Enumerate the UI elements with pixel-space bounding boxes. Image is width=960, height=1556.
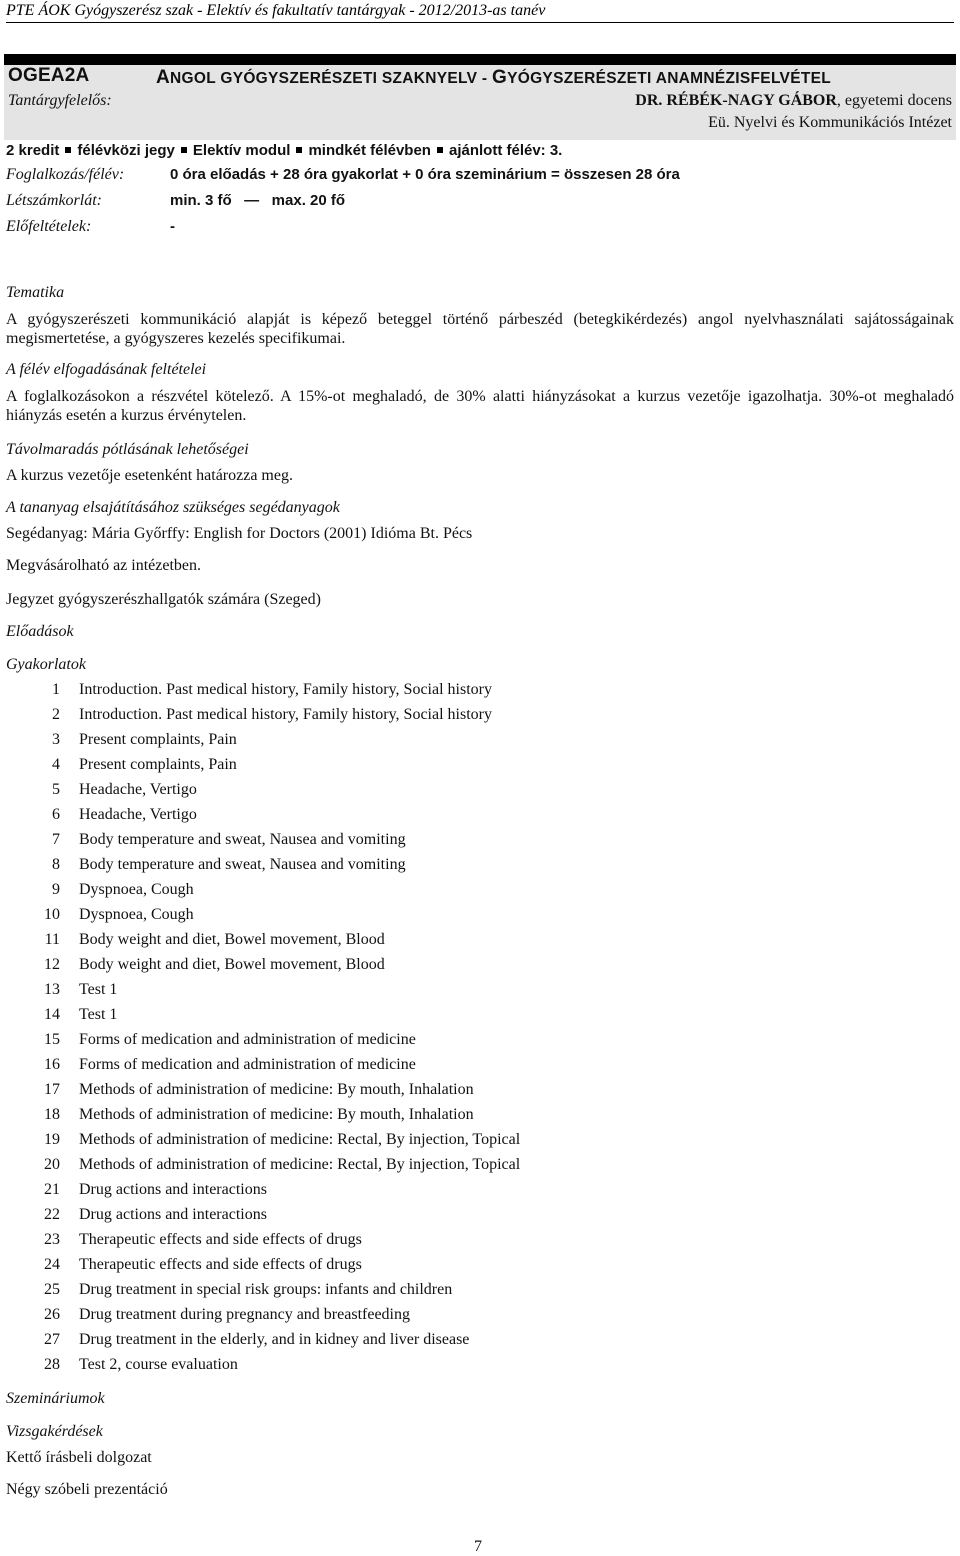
credit-item: ajánlott félév: 3. bbox=[448, 142, 563, 159]
prereq-label: Előfeltételek: bbox=[6, 218, 92, 235]
tematika-text: A gyógyszerészeti kommunikáció alapját is képező beteggel történő párbeszéd (betegkikérdezés) angol nyelvhasználati sajátosságainak megismertetése, a gyógyszeres kezelés specifikumai. bbox=[6, 311, 954, 347]
header-rule bbox=[6, 22, 954, 23]
institute: Eü. Nyelvi és Kommunikációs Intézet bbox=[708, 114, 952, 131]
practice-topic: Drug treatment in special risk groups: infants and children bbox=[79, 1281, 453, 1298]
practice-topic: Test 1 bbox=[79, 981, 118, 998]
exams-line: Kettő írásbeli dolgozat bbox=[6, 1449, 152, 1466]
practice-row bbox=[6, 1281, 706, 1306]
practice-row bbox=[6, 1331, 706, 1356]
practice-number: 8 bbox=[52, 856, 60, 873]
practice-row bbox=[6, 1081, 706, 1106]
practice-row bbox=[6, 1206, 706, 1231]
prereq-value: - bbox=[170, 218, 175, 235]
course-title-part2: YÓGYSZERÉSZETI ANAMNÉZISFELVÉTEL bbox=[507, 70, 832, 87]
bullet-square-icon bbox=[296, 147, 302, 153]
info-occupation bbox=[6, 166, 680, 184]
practice-number: 9 bbox=[52, 881, 60, 898]
practice-row bbox=[6, 956, 706, 981]
practice-number: 22 bbox=[44, 1206, 60, 1223]
practice-topic: Present complaints, Pain bbox=[79, 731, 237, 748]
practice-row bbox=[6, 806, 706, 831]
practice-row bbox=[6, 731, 706, 756]
tematika-heading: Tematika bbox=[6, 284, 65, 301]
practice-number: 11 bbox=[44, 931, 60, 948]
course-header-band bbox=[4, 54, 956, 140]
practice-number: 15 bbox=[44, 1031, 60, 1048]
practice-number: 4 bbox=[52, 756, 60, 773]
practice-list bbox=[6, 681, 706, 1381]
practice-topic: Body temperature and sweat, Nausea and vomiting bbox=[79, 831, 406, 848]
practice-number: 27 bbox=[44, 1331, 60, 1348]
course-header-bar bbox=[4, 54, 956, 65]
practice-number: 25 bbox=[44, 1281, 60, 1298]
practice-number: 3 bbox=[52, 731, 60, 748]
practice-row bbox=[6, 1181, 706, 1206]
practice-number: 2 bbox=[52, 706, 60, 723]
practice-row bbox=[6, 1056, 706, 1081]
practice-topic: Forms of medication and administration of medicine bbox=[79, 1056, 416, 1073]
responsible-label: Tantárgyfelelős: bbox=[8, 92, 112, 109]
practice-number: 12 bbox=[44, 956, 60, 973]
credit-item: mindkét félévben bbox=[308, 142, 431, 159]
limit-label: Létszámkorlát: bbox=[6, 192, 102, 209]
practice-number: 1 bbox=[52, 681, 60, 698]
practice-row bbox=[6, 981, 706, 1006]
practice-row bbox=[6, 706, 706, 731]
bullet-square-icon bbox=[65, 147, 71, 153]
materials-line: Megvásárolható az intézetben. bbox=[6, 557, 202, 574]
practice-topic: Forms of medication and administration of medicine bbox=[79, 1031, 416, 1048]
practice-topic: Headache, Vertigo bbox=[79, 806, 197, 823]
practice-number: 17 bbox=[44, 1081, 60, 1098]
practice-number: 19 bbox=[44, 1131, 60, 1148]
practice-row bbox=[6, 1106, 706, 1131]
teacher-title: , egyetemi docens bbox=[836, 92, 952, 109]
practice-number: 26 bbox=[44, 1306, 60, 1323]
course-title-part1: NGOL GYÓGYSZERÉSZETI SZAKNYELV - bbox=[170, 70, 492, 87]
practice-topic: Body temperature and sweat, Nausea and vomiting bbox=[79, 856, 406, 873]
practice-number: 7 bbox=[52, 831, 60, 848]
practice-number: 10 bbox=[44, 906, 60, 923]
practice-topic: Drug actions and interactions bbox=[79, 1206, 267, 1223]
practice-number: 20 bbox=[44, 1156, 60, 1173]
practice-number: 23 bbox=[44, 1231, 60, 1248]
practice-topic: Present complaints, Pain bbox=[79, 756, 237, 773]
practice-number: 5 bbox=[52, 781, 60, 798]
practices-heading: Gyakorlatok bbox=[6, 656, 86, 673]
practice-number: 24 bbox=[44, 1256, 60, 1273]
limit-value: min. 3 fő — max. 20 fő bbox=[170, 192, 346, 209]
practice-row bbox=[6, 1306, 706, 1331]
course-title-initial-2: G bbox=[491, 67, 508, 88]
practice-topic: Dyspnoea, Cough bbox=[79, 881, 194, 898]
practice-row bbox=[6, 856, 706, 881]
practice-row bbox=[6, 1256, 706, 1281]
course-title-initial: A bbox=[156, 67, 171, 88]
page-number: 7 bbox=[474, 1538, 482, 1555]
practice-row bbox=[6, 681, 706, 706]
info-prereq bbox=[6, 218, 175, 236]
practice-row bbox=[6, 1131, 706, 1156]
lectures-heading: Előadások bbox=[6, 623, 74, 640]
practice-topic: Methods of administration of medicine: By mouth, Inhalation bbox=[79, 1081, 474, 1098]
practice-topic: Drug treatment during pregnancy and breastfeeding bbox=[79, 1306, 410, 1323]
practice-row bbox=[6, 1156, 706, 1181]
credit-item: 2 kredit bbox=[6, 142, 60, 159]
exams-line: Négy szóbeli prezentáció bbox=[6, 1481, 168, 1498]
practice-row bbox=[6, 931, 706, 956]
practice-number: 14 bbox=[44, 1006, 60, 1023]
practice-row bbox=[6, 1231, 706, 1256]
practice-topic: Drug actions and interactions bbox=[79, 1181, 267, 1198]
absence-heading: Távolmaradás pótlásának lehetőségei bbox=[6, 441, 249, 458]
credit-line bbox=[6, 142, 562, 159]
practice-topic: Test 2, course evaluation bbox=[79, 1356, 238, 1373]
practice-number: 28 bbox=[44, 1356, 60, 1373]
practice-row bbox=[6, 906, 706, 931]
practice-number: 13 bbox=[44, 981, 60, 998]
seminars-heading: Szemináriumok bbox=[6, 1390, 105, 1407]
practice-topic: Therapeutic effects and side effects of drugs bbox=[79, 1231, 362, 1248]
practice-topic: Methods of administration of medicine: By mouth, Inhalation bbox=[79, 1106, 474, 1123]
practice-topic: Test 1 bbox=[79, 1006, 118, 1023]
acceptance-text: A foglalkozásokon a részvétel kötelező. A 15%-ot meghaladó, de 30% alatti hiányzásokat a kurzus vezetője igazolhatja. 30%-ot meghaladó hiányzás esetén a kurzus érvénytelen. bbox=[6, 388, 954, 424]
materials-line: Segédanyag: Mária Győrffy: English for Doctors (2001) Idióma Bt. Pécs bbox=[6, 525, 473, 542]
occupation-label: Foglalkozás/félév: bbox=[6, 166, 125, 183]
practice-row bbox=[6, 1031, 706, 1056]
practice-topic: Methods of administration of medicine: Rectal, By injection, Topical bbox=[79, 1156, 521, 1173]
teacher-name: DR. RÉBÉK-NAGY GÁBOR bbox=[635, 92, 837, 109]
practice-topic: Introduction. Past medical history, Family history, Social history bbox=[79, 706, 492, 723]
running-header: PTE ÁOK Gyógyszerész szak - Elektív és fakultatív tantárgyak - 2012/2013-as tanév bbox=[6, 2, 546, 19]
materials-line: Jegyzet gyógyszerészhallgatók számára (Szeged) bbox=[6, 591, 321, 608]
practice-row bbox=[6, 881, 706, 906]
practice-row bbox=[6, 1356, 706, 1381]
info-limit bbox=[6, 192, 345, 210]
exams-heading: Vizsgakérdések bbox=[6, 1423, 103, 1440]
practice-number: 16 bbox=[44, 1056, 60, 1073]
credit-item: félévközi jegy bbox=[77, 142, 175, 159]
bullet-square-icon bbox=[437, 147, 443, 153]
practice-topic: Body weight and diet, Bowel movement, Blood bbox=[79, 931, 385, 948]
practice-number: 18 bbox=[44, 1106, 60, 1123]
absence-text: A kurzus vezetője esetenként határozza meg. bbox=[6, 467, 293, 484]
practice-topic: Therapeutic effects and side effects of drugs bbox=[79, 1256, 362, 1273]
practice-row bbox=[6, 756, 706, 781]
materials-heading: A tananyag elsajátításához szükséges segédanyagok bbox=[6, 499, 340, 516]
practice-topic: Methods of administration of medicine: Rectal, By injection, Topical bbox=[79, 1131, 521, 1148]
practice-row bbox=[6, 1006, 706, 1031]
acceptance-heading: A félév elfogadásának feltételei bbox=[6, 361, 207, 378]
course-title bbox=[156, 67, 831, 89]
practice-number: 6 bbox=[52, 806, 60, 823]
bullet-square-icon bbox=[181, 147, 187, 153]
practice-topic: Body weight and diet, Bowel movement, Blood bbox=[79, 956, 385, 973]
practice-row bbox=[6, 781, 706, 806]
practice-row bbox=[6, 831, 706, 856]
practice-topic: Drug treatment in the elderly, and in kidney and liver disease bbox=[79, 1331, 470, 1348]
practice-number: 21 bbox=[44, 1181, 60, 1198]
teacher bbox=[635, 92, 952, 110]
occupation-value: 0 óra előadás + 28 óra gyakorlat + 0 óra szeminárium = összesen 28 óra bbox=[170, 166, 680, 183]
credit-item: Elektív modul bbox=[192, 142, 291, 159]
course-code: OGEA2A bbox=[8, 65, 90, 86]
practice-topic: Dyspnoea, Cough bbox=[79, 906, 194, 923]
practice-topic: Introduction. Past medical history, Family history, Social history bbox=[79, 681, 492, 698]
practice-topic: Headache, Vertigo bbox=[79, 781, 197, 798]
